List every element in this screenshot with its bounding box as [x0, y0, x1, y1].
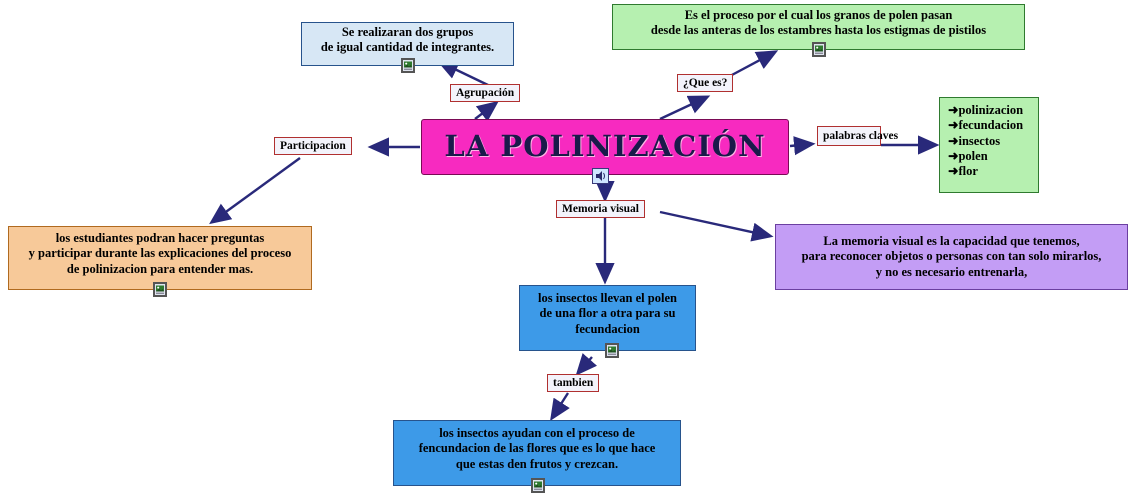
list-item: ➜fecundacion — [948, 118, 1024, 133]
note-agrupacion[interactable] — [301, 22, 514, 66]
image-icon-glyph — [813, 43, 825, 56]
label-palabras-claves-line2: claves — [868, 130, 899, 142]
note-que-es[interactable] — [612, 4, 1025, 50]
note-insectos-polen-line1: los insectos llevan el polen — [538, 291, 677, 306]
list-item: ➜flor — [948, 164, 978, 178]
note-tambien-line1: los insectos ayudan con el proceso de — [439, 426, 635, 441]
list-item: ➜polen — [948, 148, 988, 163]
note-memoria-visual[interactable] — [775, 224, 1128, 290]
label-memoria-visual[interactable] — [556, 200, 645, 218]
image-icon-glyph — [154, 283, 166, 296]
note-que-es-line2: desde las anteras de los estambres hasta los estigmas de pistilos — [650, 23, 987, 37]
note-participacion-line2: y participar durante las explicaciones del proceso — [28, 246, 292, 261]
image-icon-glyph — [606, 344, 618, 357]
note-participacion-line3: de polinizacion para entender mas. — [66, 261, 254, 276]
image-icon[interactable] — [401, 58, 415, 73]
note-que-es-line1: Es el proceso por el cual los granos de polen pasan — [684, 7, 953, 22]
image-icon-glyph — [532, 479, 544, 492]
label-participacion-text: Participacion — [280, 140, 346, 152]
note-insectos-polen-line3: fecundacion — [575, 321, 640, 336]
image-icon[interactable] — [531, 478, 545, 493]
note-agrupacion-line2: de igual cantidad de integrantes. — [320, 40, 495, 54]
image-icon-glyph — [402, 59, 414, 72]
image-icon[interactable] — [812, 42, 826, 57]
audio-icon[interactable] — [592, 168, 609, 184]
note-tambien-line2: fencundacion de las flores que es lo que hace — [418, 441, 656, 456]
note-participacion[interactable] — [8, 226, 312, 290]
label-memoria-visual-text: Memoria visual — [562, 203, 639, 215]
label-tambien[interactable] — [547, 374, 599, 392]
image-icon[interactable] — [605, 343, 619, 358]
note-tambien-line3: que estas den frutos y crezcan. — [455, 456, 619, 471]
list-item: ➜insectos — [948, 133, 1001, 148]
label-palabras-claves-line1: palabras — [823, 130, 866, 142]
note-memoria-visual-line1: La memoria visual es la capacidad que tenemos, — [823, 234, 1080, 249]
audio-icon-glyph — [593, 169, 608, 183]
note-participacion-line1: los estudiantes podran hacer preguntas — [55, 231, 265, 246]
label-agrupacion[interactable] — [450, 84, 520, 102]
label-palabras-claves[interactable] — [817, 126, 899, 146]
note-insectos-polen[interactable] — [519, 285, 696, 351]
image-icon[interactable] — [153, 282, 167, 297]
note-tambien[interactable] — [393, 420, 681, 486]
note-insectos-polen-line2: de una flor a otra para su — [539, 306, 676, 321]
label-tambien-text: tambien — [553, 377, 594, 389]
note-memoria-visual-line3: y no es necesario entrenarla, — [875, 264, 1028, 279]
label-agrupacion-text: Agrupación — [456, 87, 515, 99]
label-que-es-text: ¿Que es? — [683, 77, 728, 89]
central-topic-label: LA POLINIZACIÓN — [444, 129, 766, 164]
label-que-es[interactable] — [677, 74, 733, 92]
note-memoria-visual-line2: para reconocer objetos o personas con tan solo mirarlos, — [801, 249, 1102, 264]
list-palabras-claves[interactable] — [939, 97, 1039, 193]
list-item: ➜polinizacion — [948, 103, 1024, 117]
label-participacion[interactable] — [274, 137, 352, 155]
central-topic-node[interactable] — [421, 119, 789, 175]
note-agrupacion-line1: Se realizaran dos grupos — [341, 24, 474, 39]
